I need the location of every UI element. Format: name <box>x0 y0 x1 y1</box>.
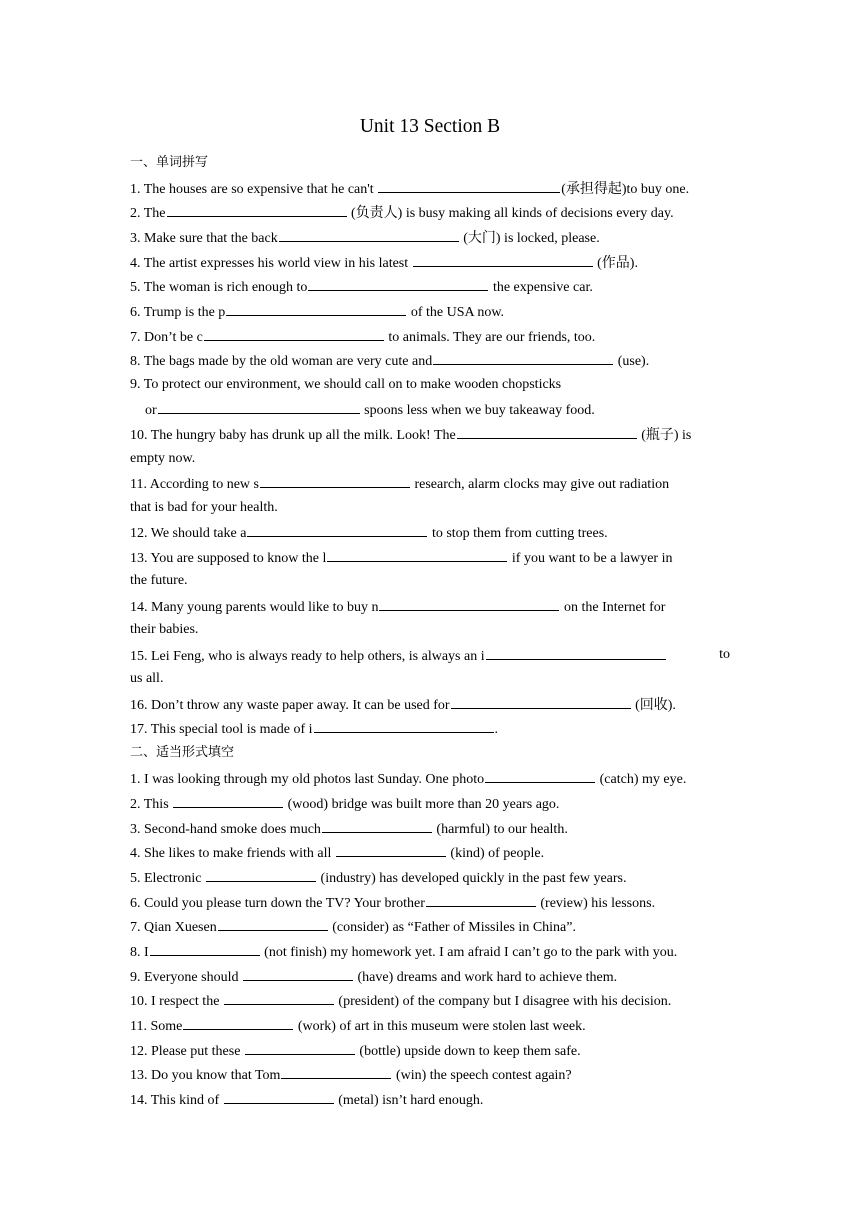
question-text: that is bad for your health. <box>130 500 278 515</box>
answer-blank[interactable] <box>167 202 347 217</box>
answer-blank[interactable] <box>451 694 631 709</box>
question-text: (catch) my eye. <box>596 772 687 787</box>
question-text: 5. Electronic <box>130 871 206 886</box>
question-text: (metal) isn’t hard enough. <box>334 1093 484 1108</box>
question-text: 13. You are supposed to know the l <box>130 551 327 566</box>
answer-blank[interactable] <box>218 916 328 931</box>
question-1-17 <box>130 718 730 740</box>
question-text: 5. The woman is rich enough to <box>130 280 308 295</box>
answer-blank[interactable] <box>226 301 406 316</box>
question-text: 9. To protect our environment, we should call on to make wooden chopsticks <box>130 377 562 392</box>
question-1-5 <box>130 276 730 298</box>
question-text: (review) his lessons. <box>536 896 656 911</box>
page-title: Unit 13 Section B <box>359 116 501 137</box>
question-text: to animals. They are our friends, too. <box>384 330 596 345</box>
answer-blank[interactable] <box>327 547 507 562</box>
answer-blank[interactable] <box>279 227 459 242</box>
question-text: (瓶子) is <box>637 428 692 443</box>
answer-blank[interactable] <box>158 399 360 414</box>
question-text: 3. Make sure that the back <box>130 231 278 246</box>
question-2-10 <box>130 990 730 1012</box>
question-1-9 <box>130 375 730 395</box>
question-text: 6. Could you please turn down the TV? Your brother <box>130 896 425 911</box>
question-1-4 <box>130 252 730 274</box>
question-text: 11. According to new s <box>130 477 259 492</box>
question-text: . <box>494 722 498 737</box>
question-text: 3. Second-hand smoke does much <box>130 822 321 837</box>
question-text: if you want to be a lawyer in <box>508 551 673 566</box>
question-1-6 <box>130 301 730 323</box>
question-2-14 <box>130 1089 730 1111</box>
question-1-15-continued <box>130 669 730 689</box>
answer-blank[interactable] <box>183 1015 293 1030</box>
question-1-16 <box>130 694 730 716</box>
question-text: 11. Some <box>130 1019 183 1034</box>
question-1-14-continued <box>130 620 730 640</box>
question-text: (承担得起)to buy one. <box>561 182 690 197</box>
question-2-1 <box>130 768 730 790</box>
answer-blank[interactable] <box>245 1040 355 1055</box>
question-text: (consider) as “Father of Missiles in China”. <box>328 920 576 935</box>
question-text: us all. <box>130 671 164 686</box>
question-2-5 <box>130 867 730 889</box>
question-text: 15. Lei Feng, who is always ready to help others, is always an i <box>130 649 485 664</box>
answer-blank[interactable] <box>433 350 613 365</box>
question-text: of the USA now. <box>407 305 505 320</box>
answer-blank[interactable] <box>308 276 488 291</box>
question-text: 16. Don’t throw any waste paper away. It can be used for <box>130 698 450 713</box>
answer-blank[interactable] <box>322 818 432 833</box>
question-1-9-continued <box>145 399 745 421</box>
question-text: (use). <box>614 354 650 369</box>
question-text: (win) the speech contest again? <box>392 1068 572 1083</box>
question-text: (负责人) is busy making all kinds of decisions every day. <box>347 206 674 221</box>
question-text: (not finish) my homework yet. I am afraid I can’t go to the park with you. <box>260 945 678 960</box>
answer-blank[interactable] <box>243 966 353 981</box>
question-2-4 <box>130 842 730 864</box>
question-text: (大门) is locked, please. <box>459 231 600 246</box>
answer-blank[interactable] <box>260 473 410 488</box>
question-text: 14. Many young parents would like to buy n <box>130 600 379 615</box>
answer-blank[interactable] <box>413 252 593 267</box>
question-text: 9. Everyone should <box>130 970 242 985</box>
question-text: (have) dreams and work hard to achieve them. <box>353 970 618 985</box>
answer-blank[interactable] <box>426 892 536 907</box>
question-2-13 <box>130 1064 730 1086</box>
question-1-15 <box>130 645 730 667</box>
question-text: the expensive car. <box>489 280 593 295</box>
question-text: 8. The bags made by the old woman are very cute and <box>130 354 433 369</box>
answer-blank[interactable] <box>247 522 427 537</box>
question-text: 12. We should take a <box>130 526 247 541</box>
question-text: 6. Trump is the p <box>130 305 226 320</box>
question-text: on the Internet for <box>560 600 666 615</box>
question-text: 14. This kind of <box>130 1093 223 1108</box>
answer-blank[interactable] <box>486 645 666 660</box>
question-text: (作品). <box>593 256 638 271</box>
question-text: 4. She likes to make friends with all <box>130 846 335 861</box>
answer-blank[interactable] <box>379 596 559 611</box>
question-1-11-continued <box>130 498 730 518</box>
question-1-12 <box>130 522 730 544</box>
question-text: to stop them from cutting trees. <box>428 526 608 541</box>
question-text: 13. Do you know that Tom <box>130 1068 281 1083</box>
question-1-10 <box>130 424 730 446</box>
question-text: to <box>719 647 730 662</box>
section-heading-word-forms: 二、适当形式填空 <box>130 745 235 760</box>
question-text: 8. I <box>130 945 149 960</box>
question-text: research, alarm clocks may give out radiation <box>410 477 670 492</box>
question-text: (harmful) to our health. <box>432 822 568 837</box>
question-text: their babies. <box>130 622 199 637</box>
question-2-2 <box>130 793 730 815</box>
question-1-13 <box>130 547 730 569</box>
question-1-3 <box>130 227 730 249</box>
question-text: 4. The artist expresses his world view in his latest <box>130 256 412 271</box>
question-text: 17. This special tool is made of i <box>130 722 313 737</box>
answer-blank[interactable] <box>206 867 316 882</box>
question-1-7 <box>130 326 730 348</box>
question-2-12 <box>130 1040 730 1062</box>
answer-blank[interactable] <box>204 326 384 341</box>
question-text: empty now. <box>130 451 196 466</box>
answer-blank[interactable] <box>485 768 595 783</box>
question-text: (wood) bridge was built more than 20 years ago. <box>284 797 560 812</box>
question-text: (kind) of people. <box>446 846 545 861</box>
question-text: the future. <box>130 573 188 588</box>
question-text: 2. This <box>130 797 173 812</box>
answer-blank[interactable] <box>281 1064 391 1079</box>
question-text: (bottle) upside down to keep them safe. <box>355 1044 581 1059</box>
question-2-8 <box>130 941 730 963</box>
question-1-13-continued <box>130 571 730 591</box>
question-text: 1. I was looking through my old photos last Sunday. One photo <box>130 772 485 787</box>
answer-blank[interactable] <box>224 1089 334 1104</box>
question-text: 12. Please put these <box>130 1044 244 1059</box>
answer-blank[interactable] <box>336 842 446 857</box>
question-2-7 <box>130 916 730 938</box>
question-text: 10. The hungry baby has drunk up all the milk. Look! The <box>130 428 456 443</box>
question-text: (industry) has developed quickly in the past few years. <box>317 871 627 886</box>
question-text: (回收). <box>631 698 676 713</box>
answer-blank[interactable] <box>224 990 334 1005</box>
answer-blank[interactable] <box>150 941 260 956</box>
question-text: 7. Qian Xuesen <box>130 920 217 935</box>
question-1-11 <box>130 473 730 495</box>
question-text: or <box>145 403 157 418</box>
question-text: (work) of art in this museum were stolen last week. <box>294 1019 586 1034</box>
answer-blank[interactable] <box>457 424 637 439</box>
question-2-11 <box>130 1015 730 1037</box>
question-text: (president) of the company but I disagree with his decision. <box>334 994 672 1009</box>
question-text: 7. Don’t be c <box>130 330 203 345</box>
question-1-1 <box>130 178 730 200</box>
question-1-14 <box>130 596 730 618</box>
question-1-2 <box>130 202 730 224</box>
answer-blank[interactable] <box>314 718 494 733</box>
question-text: 1. The houses are so expensive that he can't <box>130 182 378 197</box>
answer-blank[interactable] <box>173 793 283 808</box>
answer-blank[interactable] <box>378 178 560 193</box>
question-text: spoons less when we buy takeaway food. <box>360 403 595 418</box>
question-2-9 <box>130 966 730 988</box>
section-heading-spelling: 一、单词拼写 <box>130 155 209 170</box>
question-1-10-continued <box>130 449 730 469</box>
question-1-8 <box>130 350 730 372</box>
question-2-3 <box>130 818 730 840</box>
question-text: 10. I respect the <box>130 994 223 1009</box>
question-text: 2. The <box>130 206 166 221</box>
question-2-6 <box>130 892 730 914</box>
